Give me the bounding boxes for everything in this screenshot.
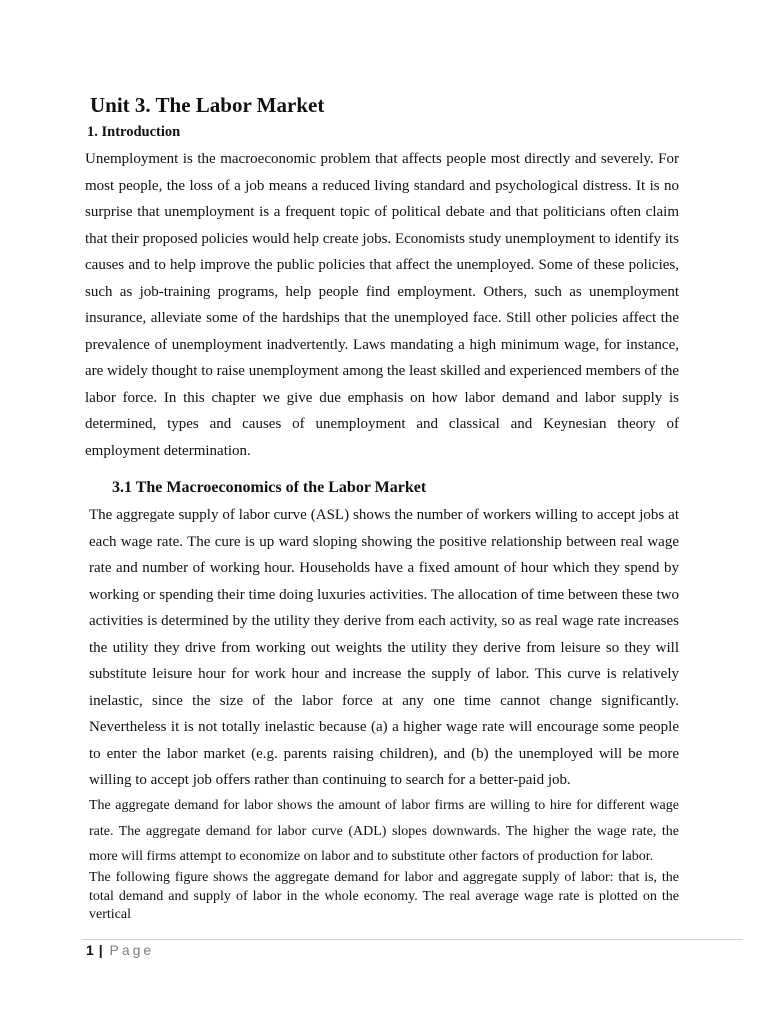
- page-number: 1: [86, 942, 94, 958]
- page-label: Page: [109, 942, 155, 958]
- footer-separator: |: [98, 942, 103, 958]
- introduction-heading: 1. Introduction: [87, 124, 181, 140]
- aggregate-supply-paragraph: The aggregate supply of labor curve (ASL) shows the number of workers willing to accept jobs at each wage rate. The cure is up ward sloping showing the positive relationship between real wage rate and number of working hour. Households have a fixed amount of hour which they spend by working or spending their time doing luxuries activities. The allocation of time between these two activities is determined by the utility they derive from each activity, so as real wage rate increases the utility they drive from working out weights the utility they derive from leisure so they will substitute leisure hour for work hour and increase the supply of labor. This curve is relatively inelastic, since the size of the labor force at any one time cannot change significantly. Nevertheless it is not totally inelastic because (a) a higher wage rate will encourage some people to enter the labor market (e.g. parents raising children), and (b) the unemployed will be more willing to accept job offers rather than continuing to search for a better-paid job.: [89, 507, 679, 788]
- introduction-paragraph: Unemployment is the macroeconomic problem that affects people most directly and severely. For most people, the loss of a job means a reduced living standard and psychological distress. It is no surprise that unemployment is a frequent topic of political debate and that politicians often claim that their proposed policies would help create jobs. Economists study unemployment to identify its causes and to help improve the public policies that affect the unemployed. Some of these policies, such as job-training programs, help people find employment. Others, such as unemployment insurance, alleviate some of the hardships that the unemployed face. Still other policies affect the prevalence of unemployment inadvertently. Laws mandating a high minimum wage, for instance, are widely thought to raise unemployment among the least skilled and experienced members of the labor force. In this chapter we give due emphasis on how labor demand and labor supply is determined, types and causes of unemployment and classical and Keynesian theory of employment determination.: [85, 151, 679, 459]
- figure-description-paragraph: The following figure shows the aggregate demand for labor and aggregate supply of labor: that is, the total demand and supply of labor in the whole economy. The real average wage rate is plotted on the vertical: [89, 870, 679, 922]
- section-heading-3-1: 3.1 The Macroeconomics of the Labor Market: [112, 479, 427, 496]
- footer-divider: [82, 939, 743, 940]
- page-footer: [86, 941, 154, 959]
- aggregate-demand-paragraph: The aggregate demand for labor shows the amount of labor firms are willing to hire for different wage rate. The aggregate demand for labor curve (ADL) slopes downwards. The higher the wage rate, the more will firms attempt to economize on labor and to substitute other factors of production for labor.: [89, 798, 679, 864]
- unit-title: Unit 3. The Labor Market: [90, 93, 325, 117]
